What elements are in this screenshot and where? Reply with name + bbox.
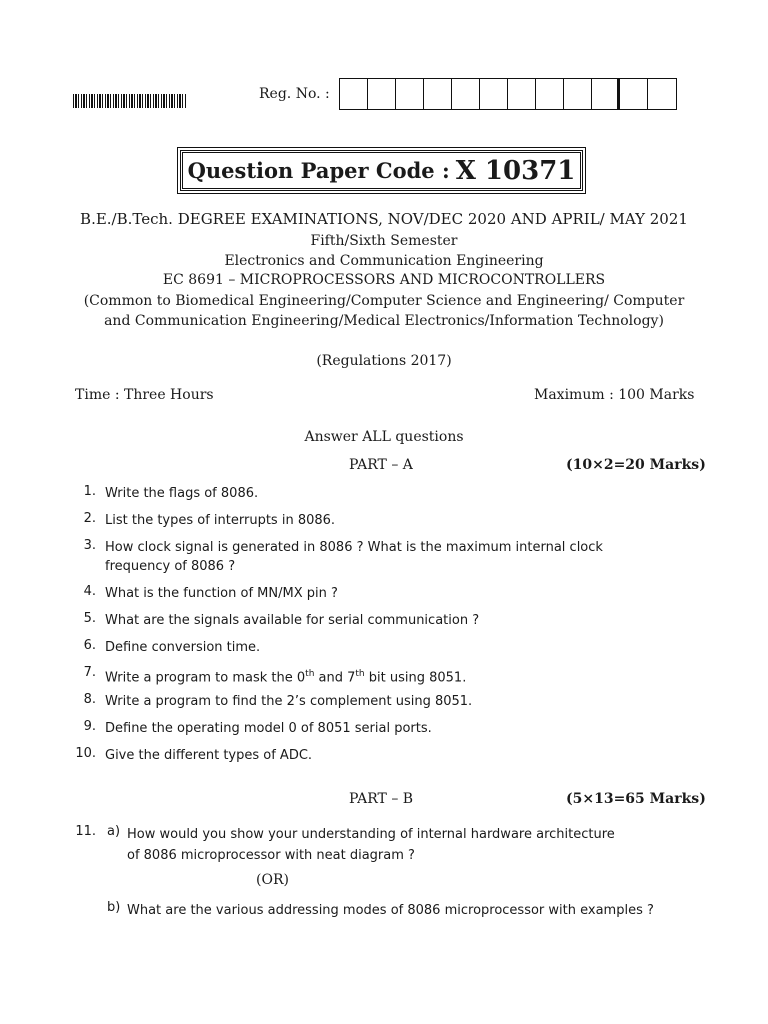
reg-no-label: Reg. No. : — [259, 86, 330, 102]
question-number: 5. — [83, 611, 96, 626]
question-text: Write a program to find the 2’s complement using 8051. — [105, 694, 473, 709]
degree-line: B.E./B.Tech. DEGREE EXAMINATIONS, NOV/DEC 2020 AND APRIL/ MAY 2021 — [80, 210, 688, 228]
question-number: 1. — [83, 484, 96, 499]
question-number: 10. — [75, 746, 96, 761]
question-text-continued: frequency of 8086 ? — [105, 559, 236, 574]
answer-all-instruction: Answer ALL questions — [304, 429, 464, 445]
question-11a-line-2: of 8086 microprocessor with neat diagram ? — [127, 848, 415, 863]
question-number: 7. — [83, 665, 96, 680]
part-b-heading: PART – B — [349, 791, 414, 807]
question-text: What is the function of MN/MX pin ? — [105, 586, 338, 601]
question-text: What are the signals available for serial communication ? — [105, 613, 480, 628]
question-number: 4. — [83, 584, 96, 599]
reg-no-box — [396, 79, 424, 109]
question-number: 9. — [83, 719, 96, 734]
subject-title: EC 8691 – MICROPROCESSORS AND MICROCONTROLLERS — [162, 272, 606, 288]
reg-no-box — [452, 79, 480, 109]
or-separator: (OR) — [256, 872, 289, 888]
reg-no-box — [648, 79, 676, 109]
question-paper-code: X 10371 — [455, 155, 576, 186]
question-number: 2. — [83, 511, 96, 526]
reg-no-box — [480, 79, 508, 109]
time-allowed: Time : Three Hours — [75, 387, 214, 403]
question-11b-text: What are the various addressing modes of 8086 microprocessor with examples ? — [127, 903, 654, 918]
reg-no-box — [536, 79, 564, 109]
reg-no-box — [592, 79, 620, 109]
question-text: How clock signal is generated in 8086 ? What is the maximum internal clock — [105, 540, 603, 555]
question-number: 3. — [83, 538, 96, 553]
question-text-part: Write a program to mask the 0 — [105, 670, 306, 686]
part-a-marks: (10×2=20 Marks) — [566, 457, 706, 473]
question-text — [105, 665, 675, 687]
common-to-line-2: and Communication Engineering/Medical Electronics/Information Technology) — [104, 313, 664, 329]
department: Electronics and Communication Engineering — [224, 253, 544, 269]
question-text-part: bit using 8051. — [364, 670, 467, 686]
semester: Fifth/Sixth Semester — [310, 233, 458, 249]
reg-no-box — [620, 79, 648, 109]
question-text: Define conversion time. — [105, 640, 261, 655]
common-to-line-1: (Common to Biomedical Engineering/Computer Science and Engineering/ Computer — [83, 293, 685, 309]
reg-no-boxes — [339, 78, 677, 110]
question-paper-code-box — [180, 150, 583, 191]
question-text: Write the flags of 8086. — [105, 486, 259, 501]
question-text: Define the operating model 0 of 8051 serial ports. — [105, 721, 432, 736]
reg-no-box — [424, 79, 452, 109]
question-text: Give the different types of ADC. — [105, 748, 313, 763]
question-text-part: and 7 — [314, 670, 356, 686]
question-number: 6. — [83, 638, 96, 653]
reg-no-box — [368, 79, 396, 109]
barcode — [73, 94, 187, 108]
ordinal-suffix: th — [305, 669, 315, 679]
question-number: 8. — [83, 692, 96, 707]
maximum-marks: Maximum : 100 Marks — [534, 387, 695, 403]
subquestion-label-b: b) — [107, 900, 121, 915]
question-number: 11. — [75, 824, 96, 839]
reg-no-box — [508, 79, 536, 109]
question-paper-code-label: Question Paper Code : — [187, 158, 450, 183]
part-b-marks: (5×13=65 Marks) — [566, 791, 706, 807]
part-a-heading: PART – A — [349, 457, 413, 473]
ordinal-suffix: th — [355, 669, 365, 679]
question-11a-line-1: How would you show your understanding of internal hardware architecture — [127, 827, 615, 842]
subquestion-label-a: a) — [107, 824, 121, 839]
reg-no-box — [340, 79, 368, 109]
regulations: (Regulations 2017) — [316, 353, 452, 369]
reg-no-box — [564, 79, 592, 109]
question-text: List the types of interrupts in 8086. — [105, 513, 336, 528]
